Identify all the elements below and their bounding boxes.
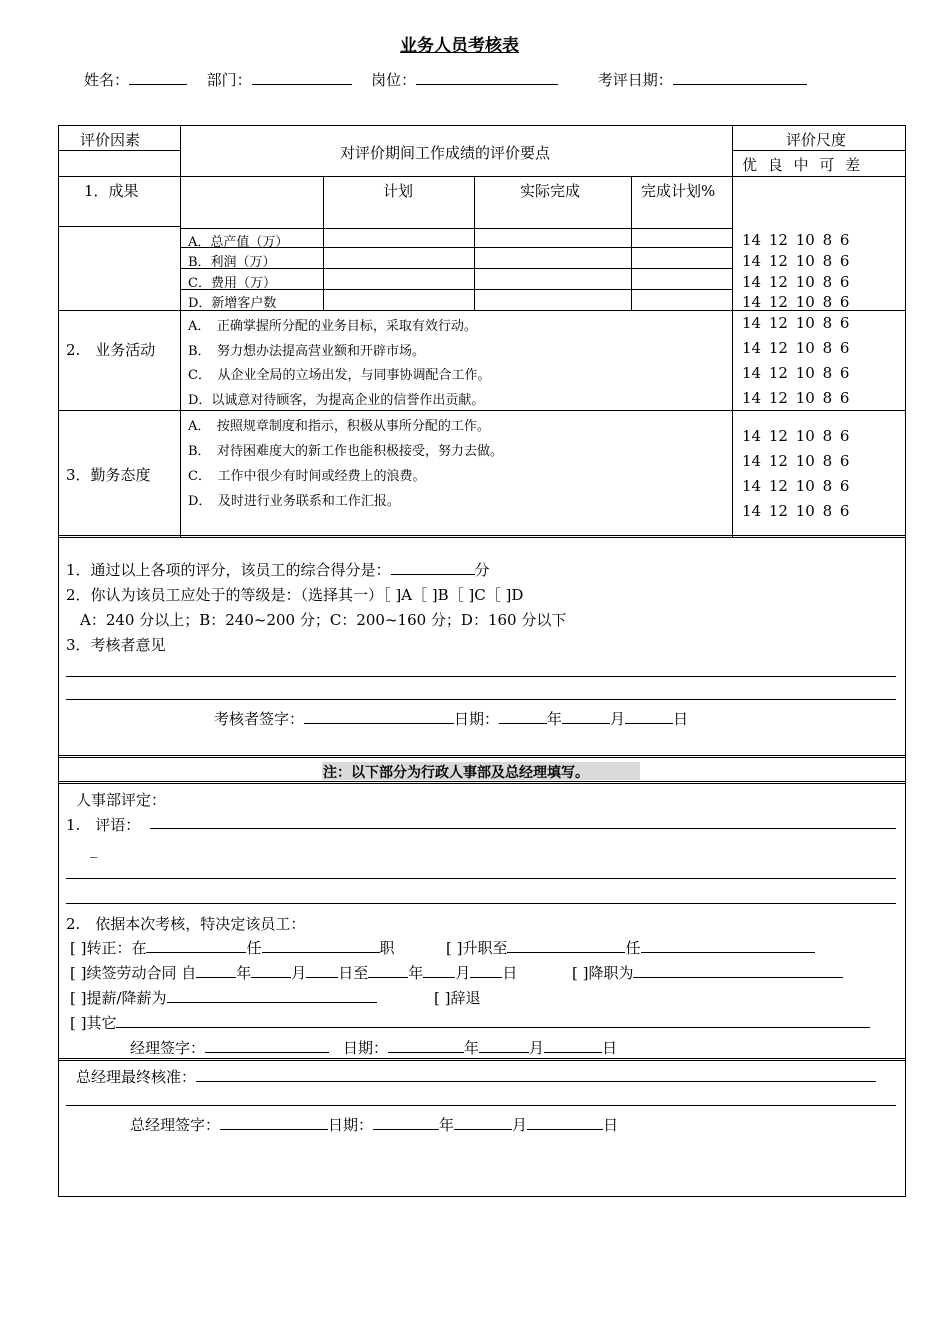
manager-date-label: 日期： <box>343 1039 389 1057</box>
s1-scale-b[interactable]: 14 12 10 8 6 <box>742 252 850 270</box>
date-field[interactable] <box>673 70 807 85</box>
s3-scale-b[interactable]: 14 12 10 8 6 <box>742 452 850 470</box>
date-label: 考评日期： <box>597 71 673 89</box>
s2-scale-b[interactable]: 14 12 10 8 6 <box>742 339 850 357</box>
gm-approve-line-2[interactable] <box>66 1105 896 1106</box>
opinion-line-1[interactable] <box>66 676 896 677</box>
promote-to-field[interactable] <box>507 938 625 953</box>
gm-day-label: 日 <box>603 1116 619 1134</box>
gm-date-label: 日期： <box>328 1116 374 1134</box>
s1-item-c: C．费用（万） <box>188 276 276 291</box>
reviewer-sign-line <box>214 708 688 729</box>
reviewer-sign-label: 考核者签字： <box>214 710 305 728</box>
admin-note: 注：以下部分为行政人事部及总经理填写。 <box>323 765 589 781</box>
renew-from-year[interactable] <box>196 963 236 978</box>
s2-item-a: A． 正确掌握所分配的业务目标，采取有效行动。 <box>188 319 477 334</box>
s1-item-d: D．新增客户数 <box>188 296 277 311</box>
opinion-line-2[interactable] <box>66 699 896 700</box>
gm-approve-field[interactable] <box>196 1067 876 1082</box>
hr-comment-line-1[interactable] <box>150 828 896 829</box>
col-actual: 实际完成 <box>520 182 581 200</box>
s3-item-b: B． 对待困难度大的新工作也能积极接受，努力去做。 <box>188 444 504 459</box>
gm-month-label: 月 <box>512 1116 528 1134</box>
gm-month-field[interactable] <box>454 1115 512 1130</box>
gm-year-label: 年 <box>439 1116 455 1134</box>
manager-sign-label: 经理签字： <box>130 1039 206 1057</box>
promote-ren-label: 任 <box>625 939 641 957</box>
gm-day-field[interactable] <box>527 1115 603 1130</box>
renew-day2-label: 日 <box>502 964 518 982</box>
s3-scale-d[interactable]: 14 12 10 8 6 <box>742 502 850 520</box>
hr-comment-dash: _ <box>90 840 98 858</box>
position-field[interactable] <box>416 70 558 85</box>
dismiss-option[interactable]: [ ]辞退 <box>434 989 481 1007</box>
renew-dayto-label: 日至 <box>338 964 369 982</box>
day-label: 日 <box>673 710 689 728</box>
other-label: [ ]其它 <box>70 1014 117 1032</box>
gm-sign-label: 总经理签字： <box>130 1116 221 1134</box>
reviewer-opinion-label: 3．考核者意见 <box>66 636 166 654</box>
renew-to-year[interactable] <box>368 963 408 978</box>
score-unit: 分 <box>474 561 490 579</box>
s3-item-c: C． 工作中很少有时间或经费上的浪费。 <box>188 469 426 484</box>
s2-scale-d[interactable]: 14 12 10 8 6 <box>742 389 850 407</box>
section2-label: 2. 业务活动 <box>66 341 156 359</box>
section3-label: 3．勤务态度 <box>66 466 151 484</box>
hr-decision-label: 2. 依据本次考核，特决定该员工： <box>66 915 306 933</box>
salary-label: [ ]提薪/降薪为 <box>70 989 167 1007</box>
s1-scale-c[interactable]: 14 12 10 8 6 <box>742 273 850 291</box>
total-score-field[interactable] <box>391 560 475 575</box>
scale-header: 评价尺度 <box>786 131 847 149</box>
regular-dept-field[interactable] <box>146 938 246 953</box>
demote-option[interactable] <box>572 962 843 983</box>
factor-header: 评价因素 <box>80 131 141 149</box>
s2-item-b: B． 努力想办法提高营业额和开辟市场。 <box>188 344 426 359</box>
promote-post-field[interactable] <box>641 938 815 953</box>
gm-sign-line <box>130 1114 618 1135</box>
points-header: 对评价期间工作成绩的评价要点 <box>340 144 551 162</box>
gm-sign-field[interactable] <box>220 1115 328 1130</box>
regularize-option[interactable] <box>70 937 395 958</box>
promote-option[interactable] <box>446 937 815 958</box>
gm-approve-line <box>76 1066 876 1087</box>
s1-item-b: B．利润（万） <box>188 255 276 270</box>
scale-levels: 优 良 中 可 差 <box>742 156 864 174</box>
other-field[interactable] <box>116 1013 870 1028</box>
month-label: 月 <box>610 710 626 728</box>
s3-scale-a[interactable]: 14 12 10 8 6 <box>742 427 850 445</box>
manager-month-field[interactable] <box>479 1038 529 1053</box>
regular-post-field[interactable] <box>262 938 380 953</box>
reviewer-sign-field[interactable] <box>304 709 454 724</box>
name-field[interactable] <box>129 70 187 85</box>
col-pct: 完成计划% <box>641 182 716 200</box>
dept-field[interactable] <box>252 70 352 85</box>
promote-label: [ ]升职至 <box>446 939 508 957</box>
s3-scale-c[interactable]: 14 12 10 8 6 <box>742 477 850 495</box>
page-title: 业务人员考核表 <box>400 36 519 56</box>
s1-scale-a[interactable]: 14 12 10 8 6 <box>742 231 850 249</box>
renew-month-label: 月 <box>291 964 307 982</box>
total-score-line <box>66 559 490 580</box>
manager-day-label: 日 <box>602 1039 618 1057</box>
s2-scale-a[interactable]: 14 12 10 8 6 <box>742 314 850 332</box>
manager-sign-field[interactable] <box>205 1038 329 1053</box>
regular-label: [ ]转正：在 <box>70 939 147 957</box>
gm-year-field[interactable] <box>373 1115 439 1130</box>
demote-field[interactable] <box>633 963 843 978</box>
renew-to-month[interactable] <box>423 963 455 978</box>
renew-month2-label: 月 <box>455 964 471 982</box>
s2-item-d: D．以诚意对待顾客，为提高企业的信誉作出贡献。 <box>188 393 485 408</box>
reviewer-date-label: 日期： <box>454 710 500 728</box>
s1-scale-d[interactable]: 14 12 10 8 6 <box>742 293 850 311</box>
manager-sign-line <box>130 1037 617 1058</box>
hr-comment-line-3[interactable] <box>66 903 896 904</box>
manager-year-label: 年 <box>464 1039 480 1057</box>
reviewer-day-field[interactable] <box>625 709 673 724</box>
s3-item-a: A． 按照规章制度和指示，积极从事所分配的工作。 <box>188 419 490 434</box>
renew-label: [ ]续签劳动合同 自 <box>70 964 197 982</box>
name-label: 姓名： <box>84 71 130 89</box>
renew-year-label: 年 <box>236 964 252 982</box>
hr-comment-line-2[interactable] <box>66 878 896 879</box>
position-label: 岗位： <box>371 71 417 89</box>
regular-ren-label: 任 <box>246 939 262 957</box>
s2-scale-c[interactable]: 14 12 10 8 6 <box>742 364 850 382</box>
demote-label: [ ]降职为 <box>572 964 634 982</box>
total-score-label: 1．通过以上各项的评分，该员工的综合得分是： <box>66 561 391 579</box>
manager-month-label: 月 <box>529 1039 545 1057</box>
renew-from-month[interactable] <box>251 963 291 978</box>
hr-comment-label: 1. 评语： <box>66 816 141 834</box>
col-plan: 计划 <box>383 182 414 200</box>
s1-item-a: A．总产值（万） <box>188 235 289 250</box>
grade-choice[interactable]: 2．你认为该员工应处于的等级是：（选择其一）［ ]A［ ]B［ ]C［ ]D <box>66 586 524 604</box>
renew-year2-label: 年 <box>408 964 424 982</box>
salary-field[interactable] <box>167 988 377 1003</box>
reviewer-year-field[interactable] <box>499 709 547 724</box>
renew-contract-option[interactable] <box>70 962 517 983</box>
other-option[interactable] <box>70 1012 870 1033</box>
s3-item-d: D． 及时进行业务联系和工作汇报。 <box>188 494 400 509</box>
reviewer-month-field[interactable] <box>562 709 610 724</box>
manager-day-field[interactable] <box>544 1038 602 1053</box>
dept-label: 部门： <box>206 71 252 89</box>
gm-approve-label: 总经理最终核准： <box>76 1068 197 1086</box>
salary-option[interactable] <box>70 987 377 1008</box>
regular-zhi-label: 职 <box>379 939 395 957</box>
grade-legend: A：240 分以上；B：240~200 分；C：200~160 分；D：160 分以下 <box>80 611 567 629</box>
section1-label: 1．成果 <box>84 182 139 200</box>
header-fields <box>84 69 807 90</box>
year-label: 年 <box>547 710 563 728</box>
manager-year-field[interactable] <box>388 1038 464 1053</box>
renew-from-day[interactable] <box>306 963 338 978</box>
hr-title: 人事部评定： <box>76 791 167 809</box>
renew-to-day[interactable] <box>470 963 502 978</box>
s2-item-c: C． 从企业全局的立场出发，与同事协调配合工作。 <box>188 368 491 383</box>
